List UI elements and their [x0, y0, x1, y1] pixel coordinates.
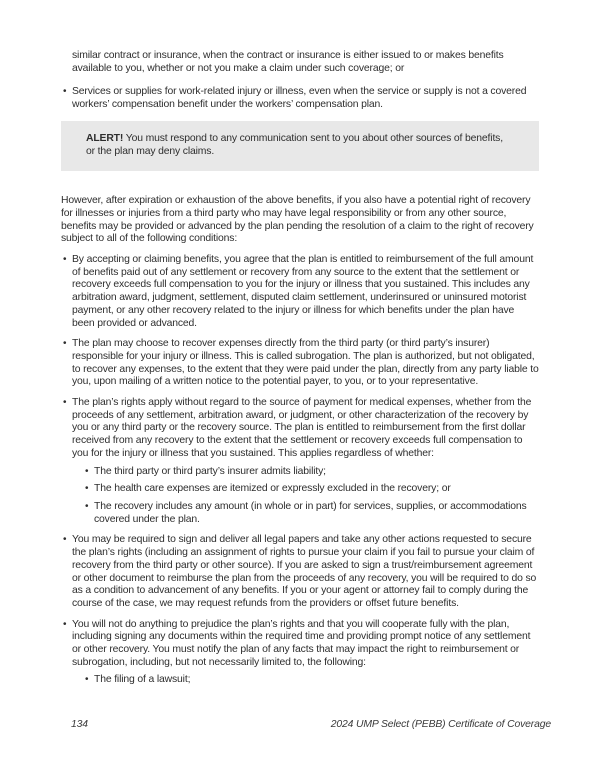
- bullet-text: The health care expenses are itemized or expressly excluded in the recovery; or: [94, 483, 451, 495]
- intro-paragraph: However, after expiration or exhaustion of the above benefits, if you also have a potential right of recovery for illnesses or injuries from a third party who may have legal responsibility or from any other source, benefits may be provided or advanced by the plan pending the resolution of a claim to the right of recovery subject to all of the following conditions:: [61, 195, 534, 245]
- bullet-item: [61, 254, 539, 330]
- bullet-text: The plan may choose to recover expenses directly from the third party (or third party’s insurer) responsible for your injury or illness. This is called subrogation. The plan is authorized, but not obligated, to recover any expenses, to the extent that they were paid under the plan, directly from any party liable to you, upon mailing of a written notice to the potential payer, to you, or to your representative.: [72, 338, 539, 388]
- bullet-text: You may be required to sign and deliver all legal papers and take any other actions requested to secure the plan’s rights (including an assignment of rights to pursue your claim if you fail to pursue your claim of recovery from the third party or other source). If you are asked to sign a trust/reimbursement agreement or other document to reimburse the plan from the proceeds of any recovery, you will be required to do so as a condition to advancement of any benefits. If you or your agent or attorney fail to comply during the course of the case, we may request refunds from the providers or offset future benefits.: [72, 534, 537, 609]
- alert-text: You must respond to any communication sent to you about other sources of benefits, or the plan may deny claims.: [86, 132, 503, 157]
- sub-bullet-item: [83, 466, 539, 479]
- sub-bullet-item: [83, 483, 539, 496]
- bullet-text: You will not do anything to prejudice the plan’s rights and that you will cooperate fully with the plan, including signing any documents within the required time and providing prompt notice of any settlement or other recovery. You must notify the plan of any facts that may impact the right to reimbursement or subrogation, including, but not necessarily limited to, the following:: [72, 618, 531, 668]
- alert-box: [61, 121, 539, 171]
- bullet-item: [61, 338, 539, 389]
- bullet-text: The filing of a lawsuit;: [94, 674, 191, 686]
- bullet-text: Services or supplies for work-related injury or illness, even when the service or supply is not a covered workers’ compensation benefit under the workers’ compensation plan.: [72, 86, 527, 111]
- bullet-item: [61, 534, 539, 610]
- alert-label: ALERT!: [86, 132, 124, 144]
- bullet-item: [61, 619, 539, 688]
- continuation-paragraph: similar contract or insurance, when the contract or insurance is either issued to or makes benefits available to you, whether or not you make a claim under such coverage; or: [72, 50, 504, 74]
- page-content: [61, 50, 539, 687]
- bullet-text: By accepting or claiming benefits, you agree that the plan is entitled to reimbursement of the full amount of benefits paid out of any settlement or recovery from any source to the extent that the settlement or recovery exceeds full compensation to you for the injury or illness that you sustained. This includes any arbitration award, judgment, settlement, disputed claim settlement, underinsured or uninsured motorist payment, or any other recovery related to the injury or illness for which benefits under the plan have been provided or advanced.: [72, 254, 534, 329]
- footer-title: 2024 UMP Select (PEBB) Certificate of Coverage: [330, 719, 551, 730]
- conditions-list: [61, 254, 539, 687]
- bullet-text: The plan’s rights apply without regard to the source of payment for medical expenses, whether from the proceeds of any settlement, arbitration award, or judgment, or other characterization of the recovery by you or any third party or the recovery source. The plan is entitled to reimbursement from the first dollar received from any recovery to the extent that the settlement or recovery exceeds full compensation to you for the injury or illness that you sustained. This applies regardless of whether:: [72, 397, 532, 459]
- bullet-item: [61, 86, 539, 111]
- page-number: 134: [71, 719, 88, 730]
- bullet-text: The recovery includes any amount (in whole or in part) for services, supplies, or accommodations covered under the plan.: [94, 500, 527, 525]
- sub-bullet-list: [83, 466, 539, 527]
- sub-bullet-item: [83, 501, 539, 526]
- page-footer: [71, 719, 551, 732]
- bullet-item: [61, 397, 539, 526]
- bullet-text: The third party or third party’s insurer admits liability;: [94, 465, 326, 477]
- sub-bullet-list: [83, 674, 539, 687]
- sub-bullet-item: [83, 674, 539, 687]
